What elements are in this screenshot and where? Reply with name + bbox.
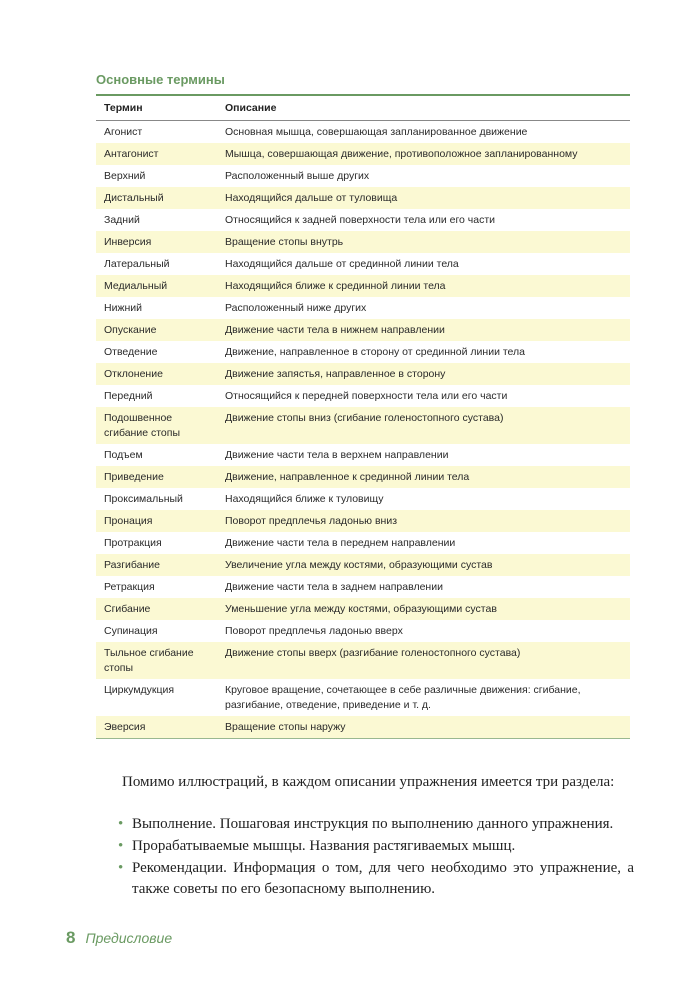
description-cell: Движение запястья, направленное в сторону (225, 367, 446, 380)
table-row (96, 444, 630, 466)
table-row (96, 187, 630, 209)
description-cell: Находящийся дальше от туловища (225, 191, 398, 204)
table-row (96, 253, 630, 275)
table-row (96, 297, 630, 319)
term-cell: Эверсия (104, 720, 146, 733)
section-list (118, 814, 634, 901)
term-cell: Тыльное сгибание стопы (104, 646, 194, 674)
term-cell: Латеральный (104, 257, 170, 270)
description-cell: Относящийся к задней поверхности тела или его части (225, 213, 496, 226)
term-cell: Задний (104, 213, 140, 226)
table-row (96, 341, 630, 363)
table-row (96, 576, 630, 598)
table-row (96, 510, 630, 532)
term-cell: Подъем (104, 448, 143, 461)
description-cell: Вращение стопы внутрь (225, 235, 344, 248)
term-cell: Подошвенное сгибание стопы (104, 411, 180, 439)
description-cell: Движение части тела в заднем направлении (225, 580, 443, 593)
description-cell: Уменьшение угла между костями, образующими сустав (225, 602, 497, 615)
term-cell: Отклонение (104, 367, 163, 380)
table-row (96, 275, 630, 297)
description-cell: Движение стопы вверх (разгибание голеностопного сустава) (225, 646, 521, 659)
description-cell: Основная мышца, совершающая запланированное движение (225, 125, 528, 138)
description-cell: Поворот предплечья ладонью вверх (225, 624, 403, 637)
table-row (96, 554, 630, 576)
term-cell: Передний (104, 389, 153, 402)
intro-paragraph: Помимо иллюстраций, в каждом описании упражнения имеется три раздела: (122, 774, 615, 790)
table-row (96, 642, 630, 679)
page-footer (66, 928, 172, 948)
table-row (96, 488, 630, 510)
table-row (96, 716, 630, 739)
term-cell: Антагонист (104, 147, 159, 160)
description-cell: Расположенный ниже других (225, 301, 367, 314)
table-row (96, 385, 630, 407)
description-cell: Движение, направленное в сторону от срединной линии тела (225, 345, 526, 358)
page-number: 8 (66, 928, 76, 947)
term-cell: Медиальный (104, 279, 168, 292)
term-cell: Циркумдукция (104, 683, 175, 696)
section-title: Основные термины (96, 72, 225, 87)
description-cell: Относящийся к передней поверхности тела или его части (225, 389, 508, 402)
table-row (96, 165, 630, 187)
term-cell: Отведение (104, 345, 158, 358)
table-row (96, 121, 630, 144)
table-row (96, 209, 630, 231)
description-cell: Находящийся ближе к срединной линии тела (225, 279, 446, 292)
description-cell: Вращение стопы наружу (225, 720, 346, 733)
description-cell: Движение части тела в верхнем направлении (225, 448, 449, 461)
list-item (118, 836, 634, 857)
term-cell: Приведение (104, 470, 164, 483)
bullet-icon: • (118, 838, 124, 854)
list-item-text: Прорабатываемые мышцы. Названия растягиваемых мышц. (132, 838, 516, 854)
header-term: Термин (96, 95, 215, 121)
description-cell: Движение части тела в переднем направлении (225, 536, 456, 549)
description-cell: Расположенный выше других (225, 169, 370, 182)
term-cell: Инверсия (104, 235, 152, 248)
running-title: Предисловие (85, 930, 173, 946)
term-cell: Протракция (104, 536, 162, 549)
bullet-icon: • (118, 816, 124, 832)
term-cell: Опускание (104, 323, 157, 336)
term-cell: Проксимальный (104, 492, 183, 505)
description-cell: Находящийся ближе к туловищу (225, 492, 384, 505)
description-cell: Движение, направленное к срединной линии тела (225, 470, 470, 483)
table-row (96, 466, 630, 488)
table-header-row (96, 95, 630, 121)
term-cell: Супинация (104, 624, 158, 637)
term-cell: Сгибание (104, 602, 151, 615)
description-cell: Движение стопы вниз (сгибание голеностопного сустава) (225, 411, 504, 424)
table-row (96, 143, 630, 165)
table-row (96, 598, 630, 620)
description-cell: Поворот предплечья ладонью вниз (225, 514, 398, 527)
term-cell: Пронация (104, 514, 153, 527)
term-cell: Дистальный (104, 191, 164, 204)
list-item-text: Рекомендации. Информация о том, для чего необходимо это упражнение, а также советы по его безопасному выполнению. (132, 860, 634, 897)
description-cell: Находящийся дальше от срединной линии тела (225, 257, 459, 270)
description-cell: Круговое вращение, сочетающее в себе различные движения: сгибание, разгибание, отведение, приведение и т. д. (225, 683, 581, 711)
term-cell: Агонист (104, 125, 143, 138)
table-row (96, 319, 630, 341)
table-row (96, 231, 630, 253)
bullet-icon: • (118, 860, 124, 876)
table-row (96, 620, 630, 642)
table-row (96, 363, 630, 385)
table-row (96, 679, 630, 716)
description-cell: Мышца, совершающая движение, противоположное запланированному (225, 147, 578, 160)
description-cell: Движение части тела в нижнем направлении (225, 323, 445, 336)
list-item-text: Выполнение. Пошаговая инструкция по выполнению данного упражнения. (132, 816, 614, 832)
term-cell: Нижний (104, 301, 143, 314)
term-cell: Верхний (104, 169, 146, 182)
header-description: Описание (215, 95, 630, 121)
terms-table (96, 94, 630, 739)
table-row (96, 532, 630, 554)
list-item (118, 814, 634, 835)
description-cell: Увеличение угла между костями, образующими сустав (225, 558, 493, 571)
table-row (96, 407, 630, 444)
term-cell: Ретракция (104, 580, 155, 593)
list-item (118, 858, 634, 900)
term-cell: Разгибание (104, 558, 161, 571)
